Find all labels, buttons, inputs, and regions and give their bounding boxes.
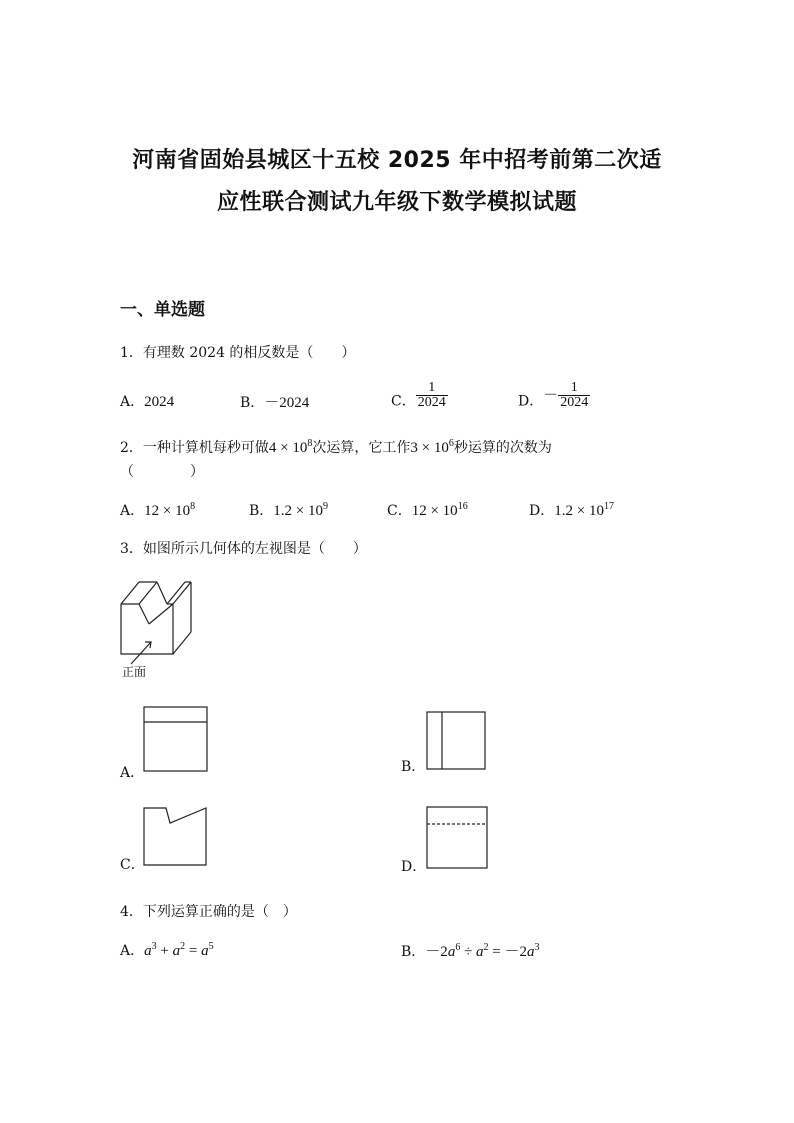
question-3-stem: 3．如图所示几何体的左视图是（ ） (120, 541, 367, 557)
q2-option-d: D．$1.2 \times 10^{17}$ (529, 501, 614, 519)
q2-option-c: C．$12 \times 10^{16}$ (387, 501, 468, 519)
option-label: D． (518, 393, 544, 410)
page-title-line-1: 河南省固始县城区十五校 2025 年中招考前第二次适 (132, 148, 662, 173)
q1-option-a (120, 391, 174, 411)
front-label: 正面 (122, 665, 147, 679)
fraction: $\frac{1}{2024}$ (560, 380, 589, 410)
q3-option-d-figure[interactable] (426, 806, 489, 870)
q3-option-c-figure[interactable] (143, 807, 209, 867)
option-value: 2024 (144, 394, 175, 410)
math-expression: $3 \times 10^6$ (410, 438, 454, 456)
math-expression: $4 \times 10^8$ (268, 438, 313, 456)
question-4-stem: 4．下列运算正确的是（ ） (120, 904, 297, 920)
option-label: B． (240, 395, 265, 411)
math-expression: $-2a^6 \div a^2 = -2a^3$ (425, 942, 540, 960)
math-expression: $a^3 + a^2 = a^5$ (144, 941, 214, 959)
option-label: C． (391, 393, 416, 410)
question-1-stem: 1．有理数 2024 的相反数是（ ） (120, 345, 356, 361)
q1-option-c (391, 381, 448, 411)
q2-option-b: B．$1.2 \times 10^9$ (249, 501, 329, 519)
option-label: A． (120, 394, 145, 410)
q1-option-d (518, 381, 590, 411)
q3-option-b-figure[interactable] (426, 711, 487, 771)
q3-option-a-figure[interactable] (143, 706, 209, 774)
page-title-line-2: 应性联合测试九年级下数学模拟试题 (216, 190, 577, 215)
q3-option-c-label: C． (120, 857, 145, 873)
fraction: $\frac{1}{2024}$ (417, 380, 446, 410)
question-2-paren: （ ） (120, 464, 204, 480)
q3-option-a-label: A． (120, 765, 145, 781)
q1-option-b (240, 391, 309, 412)
q3-option-d-label: D． (401, 859, 427, 875)
q4-option-a: A．$a^3 + a^2 = a^5$ (120, 941, 214, 959)
section-heading: 一、单选题 (120, 300, 205, 320)
option-value: －2024 (264, 395, 310, 411)
q2-option-a: A．$12 \times 10^8$ (120, 501, 196, 519)
minus-sign: － (543, 387, 559, 404)
q4-option-b: B．$-2a^6 \div a^2 = -2a^3$ (401, 942, 540, 960)
q3-option-b-label: B． (401, 759, 426, 775)
question-2-stem: 2．一种计算机每秒可做$4 \times 10^8$次运算，它工作$3 \times 10^6$秒运算的次数为 (120, 438, 552, 456)
